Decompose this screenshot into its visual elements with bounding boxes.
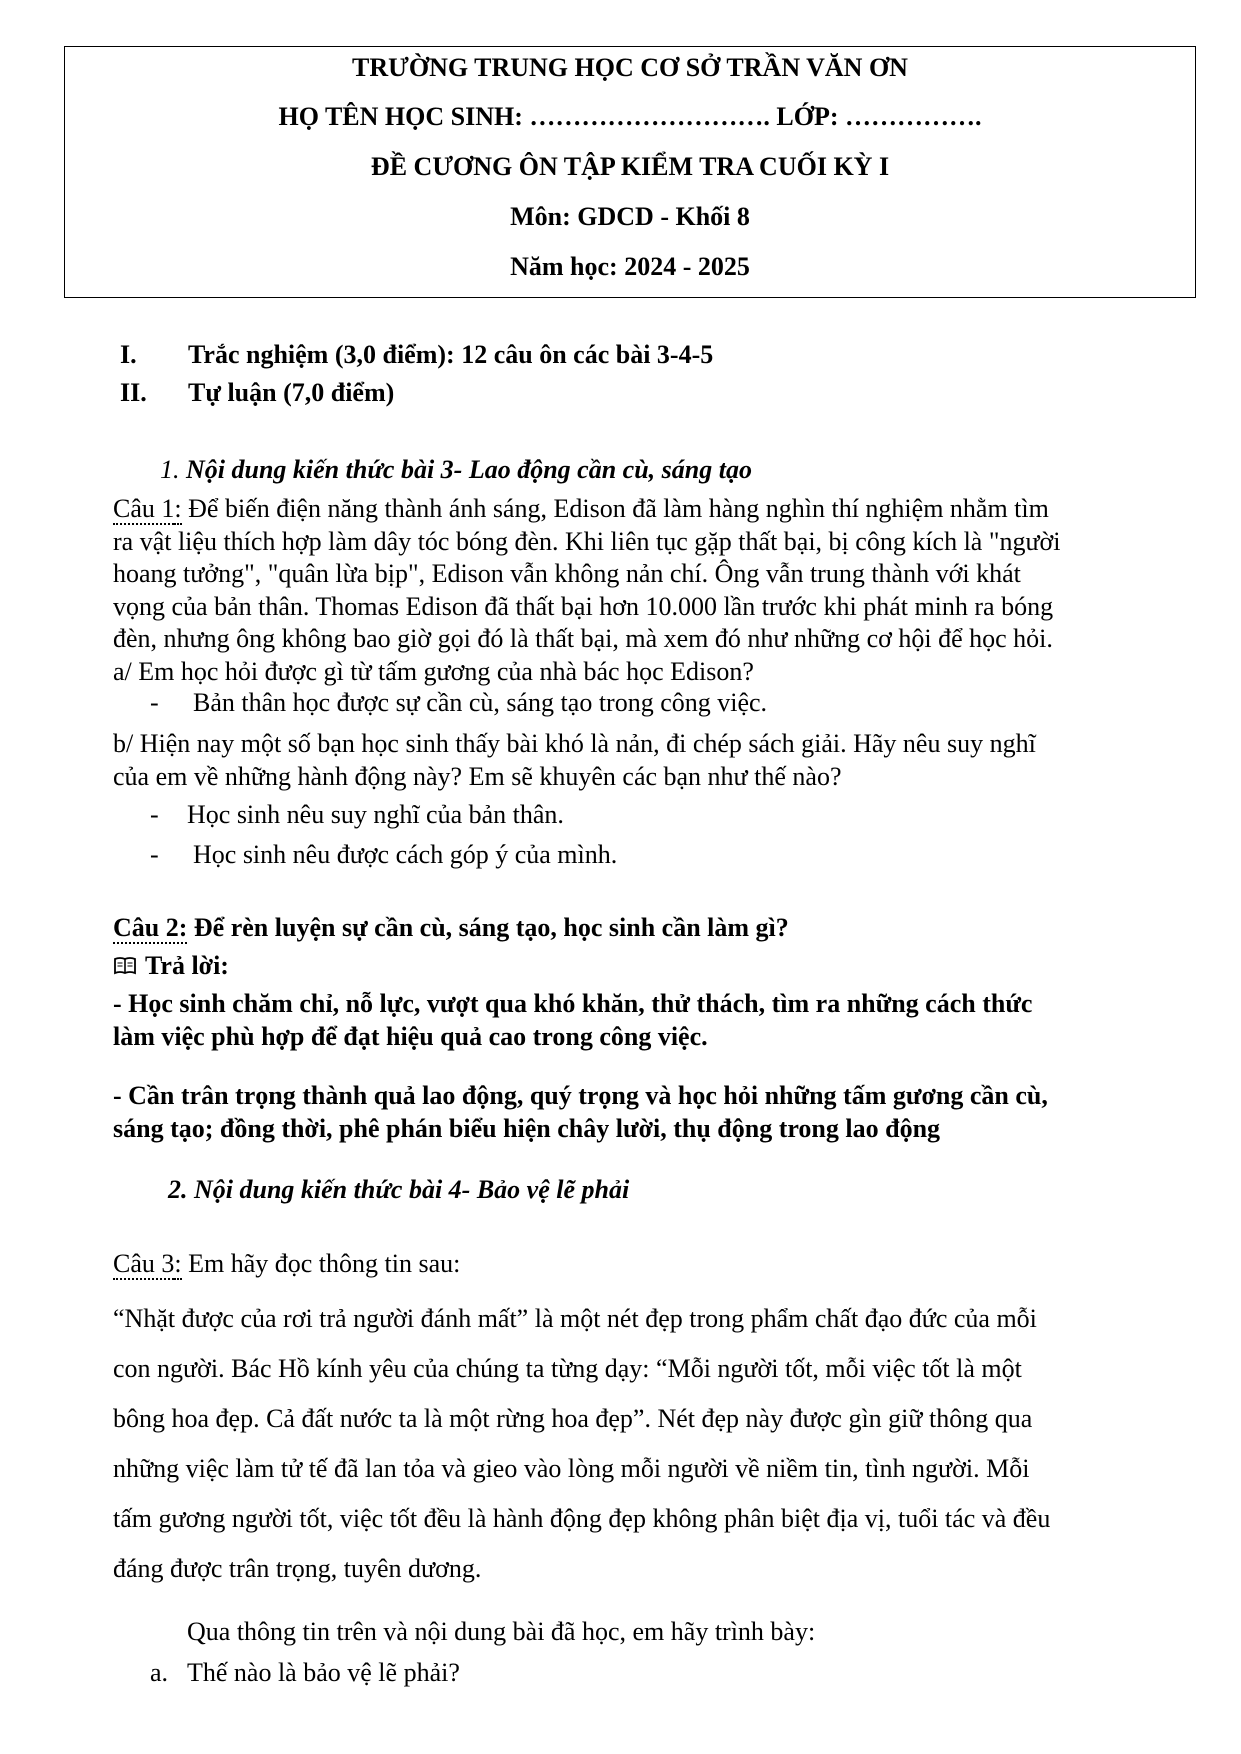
question-1-passage <box>113 493 1153 688</box>
question-3-prompt: Em hãy đọc thông tin sau: <box>181 1249 461 1278</box>
question-1-colon: : <box>174 494 182 523</box>
subject-line: Môn: GDCD - Khối 8 <box>510 202 750 231</box>
question-1a-answer: Bản thân học được sự cần cù, sáng tạo trong công việc. <box>193 688 768 717</box>
question-2-answer-1 <box>113 988 1153 1053</box>
question-3a-text: Thế nào là bảo vệ lẽ phải? <box>187 1658 460 1687</box>
answer-heading <box>113 951 229 981</box>
question-3-label: Câu 3 <box>113 1249 175 1278</box>
question-1-line-2: ra vật liệu thích hợp làm dây tóc bóng đèn. Khi liên tục gặp thất bại, bị công kích là "người <box>113 526 1061 556</box>
question-1-line-5: đèn, nhưng ông không bao giờ gọi đó là thất bại, mà xem đó như những cơ hội để học hỏi. <box>113 624 1053 653</box>
question-3-line-3: bông hoa đẹp. Cả đất nước ta là một rừng hoa đẹp”. Nét đẹp này được gìn giữ thông qua <box>113 1404 1033 1433</box>
question-2 <box>113 913 789 943</box>
question-2-answer-1-line-1: - Học sinh chăm chỉ, nỗ lực, vượt qua khó khăn, thử thách, tìm ra những cách thức <box>113 989 1033 1018</box>
question-1a: a/ Em học hỏi được gì từ tấm gương của nhà bác học Edison? <box>113 656 754 686</box>
school-year: Năm học: 2024 - 2025 <box>510 252 750 281</box>
part-1-title: Nội dung kiến thức bài 3- Lao động cần cù, sáng tạo <box>186 455 752 484</box>
document-title: ĐỀ CƯƠNG ÔN TẬP KIỂM TRA CUỐI KỲ I <box>370 152 890 181</box>
question-3-instruction: Qua thông tin trên và nội dung bài đã học, em hãy trình bày: <box>187 1617 816 1646</box>
question-3-line-4: những việc làm tử tế đã lan tỏa và gieo vào lòng mỗi người về niềm tin, tình người. Mỗi <box>113 1454 1030 1483</box>
student-info-line: HỌ TÊN HỌC SINH: ………………………. LỚP: ……………. <box>278 102 982 131</box>
answer-dash: - <box>150 800 159 829</box>
question-1b <box>113 728 1153 793</box>
question-3-line-1: “Nhặt được của rơi trả người đánh mất” là một nét đẹp trong phẩm chất đạo đức của mỗi <box>113 1304 1037 1333</box>
question-3a-label: a. <box>150 1658 169 1687</box>
question-1-line-3: hoang tưởng", "quân lừa bịp", Edison vẫn không nản chí. Ông vẫn trung thành với khát <box>113 559 1021 588</box>
part-1-heading <box>160 455 752 485</box>
answer-dash: - <box>150 840 159 869</box>
question-2-answer-2 <box>113 1080 1153 1145</box>
question-3-line-5: tấm gương người tốt, việc tốt đều là hành động đẹp không phân biệt địa vị, tuổi tác và đều <box>113 1504 1051 1533</box>
answer-label: Trả lời: <box>145 951 229 980</box>
question-1b-answer-1: Học sinh nêu suy nghĩ của bản thân. <box>187 800 564 829</box>
question-3-passage <box>113 1294 1148 1594</box>
question-3-line-6: đáng được trân trọng, tuyên dương. <box>113 1554 482 1583</box>
question-2-answer-2-line-2: sáng tạo; đồng thời, phê phán biểu hiện chây lười, thụ động trong lao động <box>113 1113 941 1143</box>
section-2-number: II. <box>120 378 147 407</box>
question-1b-answer-2: Học sinh nêu được cách góp ý của mình. <box>193 840 618 869</box>
question-1-line-4: vọng của bản thân. Thomas Edison đã thất bại hơn 10.000 lần trước khi phát minh ra bóng <box>113 591 1054 621</box>
answer-dash: - <box>150 688 159 717</box>
section-1-number: I. <box>120 340 137 369</box>
question-1-text: Để biến điện năng thành ánh sáng, Edison đã làm hàng nghìn thí nghiệm nhằm tìm <box>181 494 1049 523</box>
question-3 <box>113 1249 460 1279</box>
question-2-answer-1-line-2: làm việc phù hợp để đạt hiệu quả cao trong công việc. <box>113 1021 708 1051</box>
question-1b-line-2: của em về những hành động này? Em sẽ khuyên các bạn như thế nào? <box>113 761 842 791</box>
section-1-title: Trắc nghiệm (3,0 điểm): 12 câu ôn các bài 3-4-5 <box>188 340 714 369</box>
question-3-line-2: con người. Bác Hồ kính yêu của chúng ta từng dạy: “Mỗi người tốt, mỗi việc tốt là một <box>113 1354 1022 1383</box>
book-icon <box>113 956 137 976</box>
question-2-label: Câu 2: <box>113 913 188 942</box>
question-2-answer-2-line-1: - Cần trân trọng thành quả lao động, quý trọng và học hỏi những tấm gương cần cù, <box>113 1081 1048 1110</box>
part-2-heading: 2. Nội dung kiến thức bài 4- Bảo vệ lẽ phải <box>168 1175 630 1204</box>
question-1b-line-1: b/ Hiện nay một số bạn học sinh thấy bài khó là nản, đi chép sách giải. Hãy nêu suy nghĩ <box>113 729 1036 758</box>
part-1-number: 1. <box>160 455 180 484</box>
question-1-line-1 <box>113 493 1153 526</box>
school-name: TRƯỜNG TRUNG HỌC CƠ SỞ TRẦN VĂN ƠN <box>352 53 908 82</box>
section-2-title: Tự luận (7,0 điểm) <box>188 378 395 407</box>
header-box <box>64 46 1196 298</box>
question-1-label: Câu 1 <box>113 494 175 523</box>
question-2-text: Để rèn luyện sự cần cù, sáng tạo, học sinh cần làm gì? <box>187 913 789 942</box>
question-3-colon: : <box>174 1249 182 1278</box>
